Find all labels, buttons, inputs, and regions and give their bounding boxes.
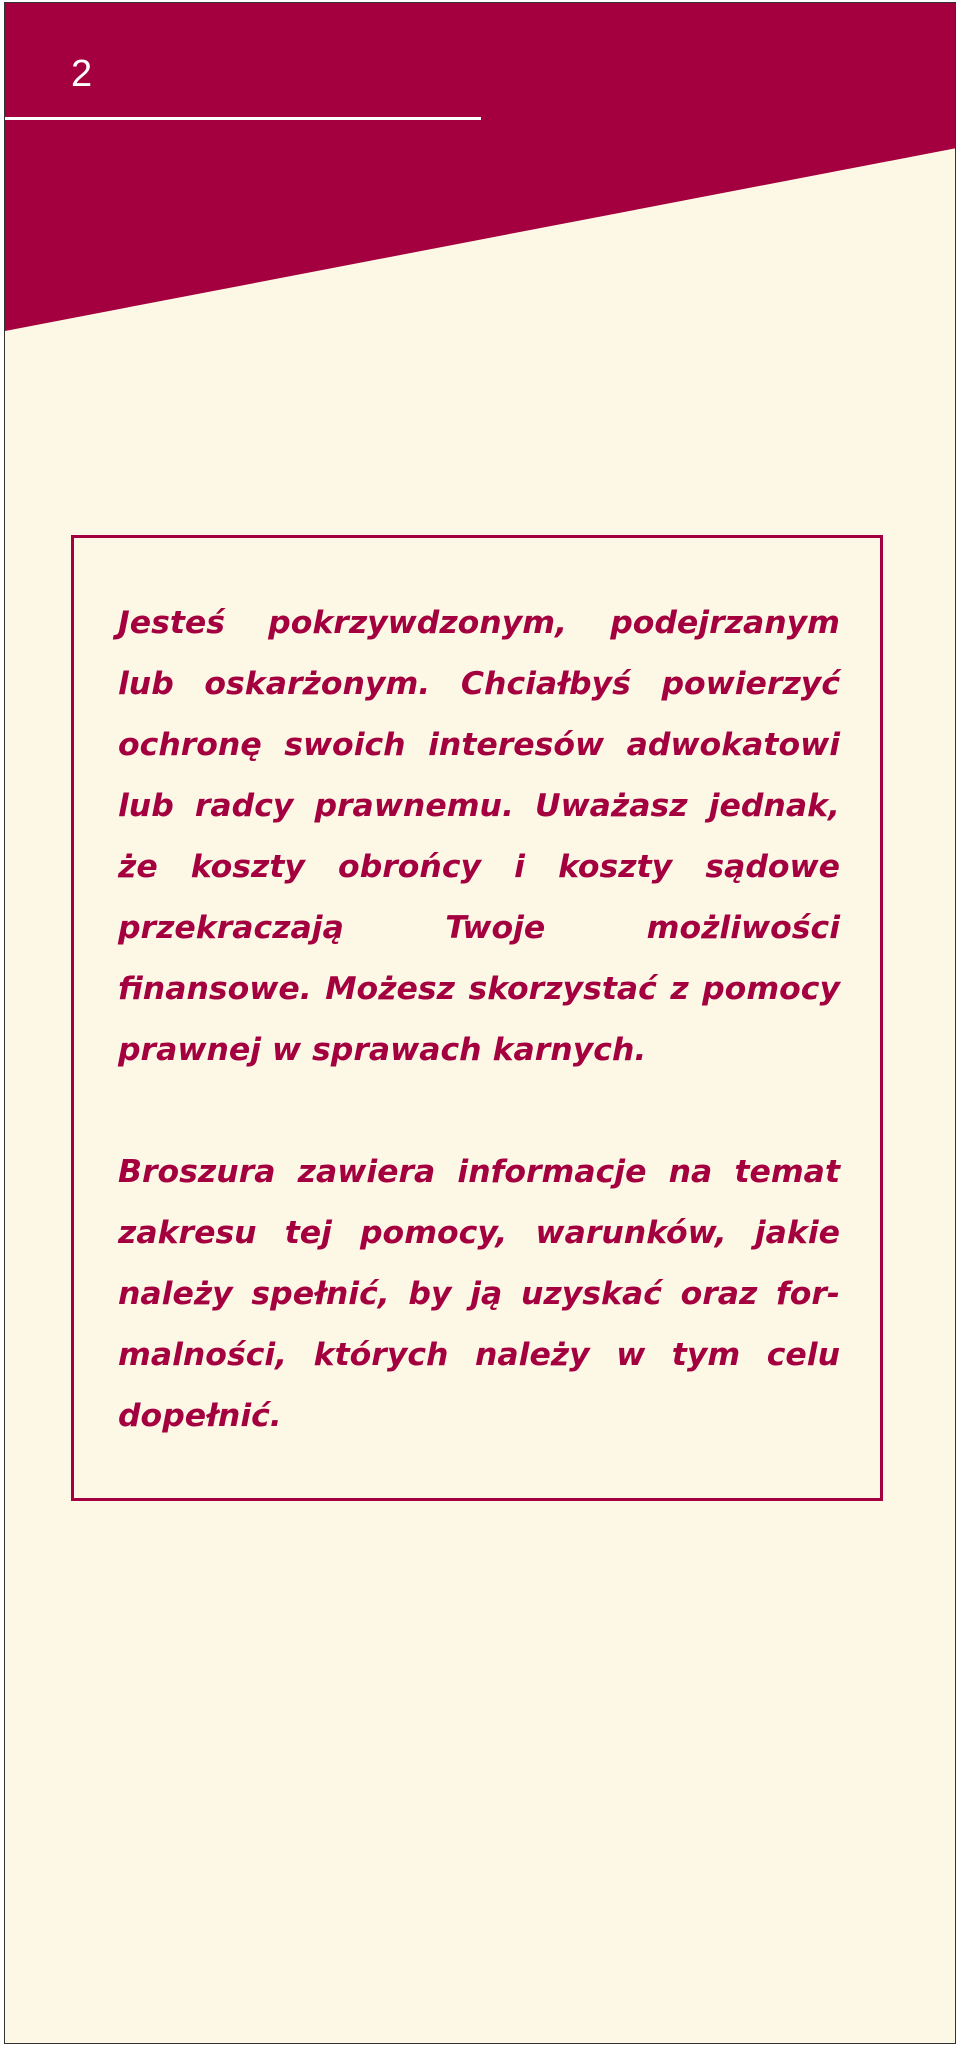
header-rule [5, 117, 481, 120]
header-diagonal-shape [5, 3, 956, 331]
brochure-page [4, 2, 956, 2044]
page-number: 2 [71, 53, 93, 95]
header-band [5, 3, 956, 343]
brochure-description-paragraph: Broszura zawiera informacje na temat zakresu tej pomocy, warunków, jakie należy spełnić, by ją uzyskać oraz formalności, których należy w tym celu dopełnić. [118, 1154, 840, 1434]
text-frame [71, 535, 883, 1501]
intro-paragraph: Jesteś pokrzywdzonym, podejrzanym lub oskarżonym. Chciałbyś powierzyć ochronę swoich interesów adwokatowi lub radcy prawnemu. Uważasz jednak, że koszty obrońcy i koszty sądowe przekraczają Twoje możliwości finansowe. Możesz skorzystać z pomocy prawnej w sprawach karnych. [118, 605, 840, 1068]
